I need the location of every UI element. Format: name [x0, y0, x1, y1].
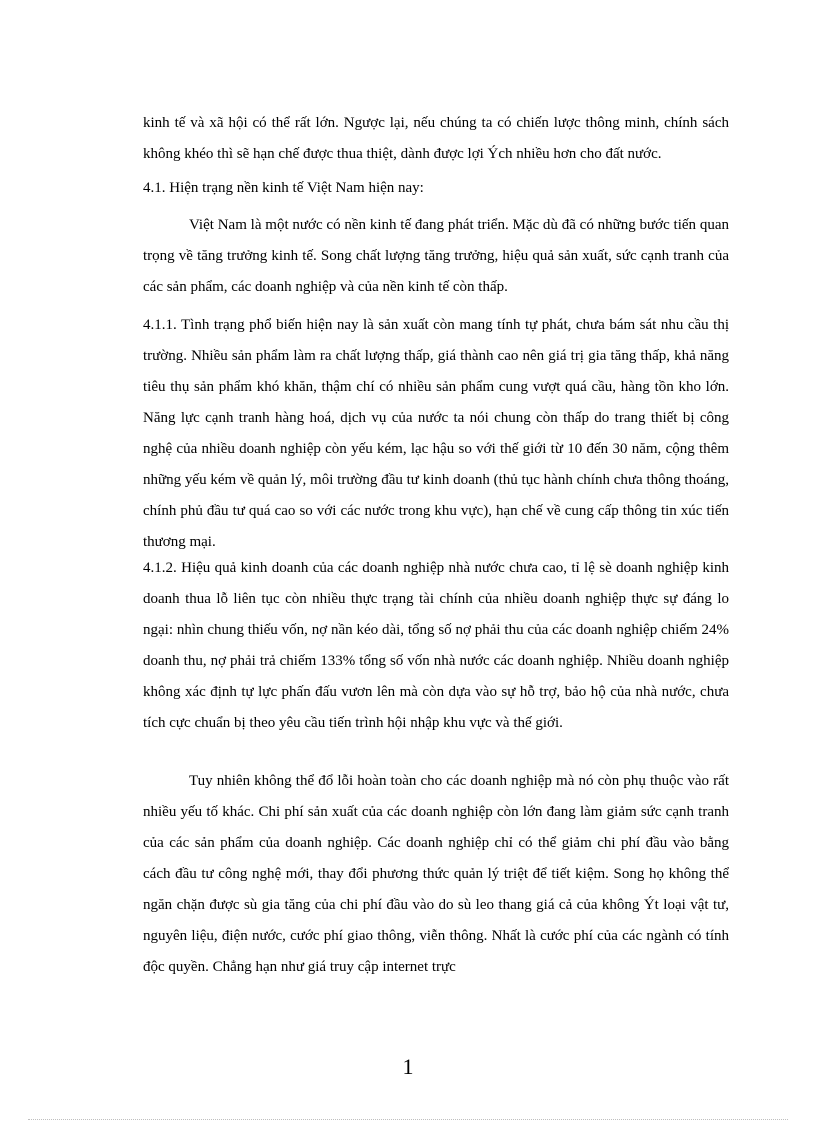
paragraph-intro-continuation: kinh tế và xã hội có thể rất lớn. Ngược lại, nếu chúng ta có chiến lược thông minh, chính sách không khéo thì sẽ hạn chế được thua thiệt, dành được lợi Ých nhiều hơn cho đất nước. — [143, 115, 729, 162]
paragraph-production-costs: Tuy nhiên không thể đổ lỗi hoàn toàn cho các doanh nghiệp mà nó còn phụ thuộc vào rất nhiều yếu tố khác. Chi phí sản xuất của các doanh nghiệp còn lớn đang làm giảm sức cạnh tranh của các sản phẩm của doanh nghiệp. Các doanh nghiệp chỉ có thể giảm chi phí đầu vào bằng cách đầu tư công nghệ mới, thay đổi phương thức quản lý triệt để tiết kiệm. Song họ không thể ngăn chặn được sù gia tăng của chi phí đầu vào do sù leo thang giá cả của không Ýt loại vật tư, nguyên liệu, điện nước, cước phí giao thông, viễn thông. Nhất là cước phí của các ngành có tính độc quyền. Chẳng hạn như giá truy cập internet trực — [143, 773, 729, 975]
paragraph-vietnam-economy: Việt Nam là một nước có nền kinh tế đang phát triển. Mặc dù đã có những bước tiến quan trọng về tăng trưởng kinh tế. Song chất lượng tăng trưởng, hiệu quả sản xuất, sức cạnh tranh của các sản phẩm, các doanh nghiệp và của nền kinh tế còn thấp. — [143, 217, 729, 295]
paragraph-4-1-2: 4.1.2. Hiệu quả kinh doanh của các doanh nghiệp nhà nước chưa cao, tỉ lệ sè doanh nghiệp kinh doanh thua lỗ liên tục còn nhiều thực trạng tài chính của nhiều doanh nghiệp thực sự đáng lo ngại: nhìn chung thiếu vốn, nợ nần kéo dài, tổng số nợ phải thu của các doanh nghiệp chiếm 24% doanh thu, nợ phải trả chiếm 133% tổng số vốn nhà nước các doanh nghiệp. Nhiều doanh nghiệp không xác định tự lực phấn đấu vươn lên mà còn dựa vào sự hỗ trợ, bảo hộ của nhà nước, chưa tích cực chuẩn bị theo yêu cầu tiến trình hội nhập khu vực và thế giới. — [143, 560, 729, 731]
paragraph-4-1-1: 4.1.1. Tình trạng phổ biến hiện nay là sản xuất còn mang tính tự phát, chưa bám sát nhu cầu thị trường. Nhiều sản phẩm làm ra chất lượng thấp, giá thành cao nên giá trị gia tăng thấp, khả năng tiêu thụ sản phẩm khó khăn, thậm chí có nhiều sản phẩm cung vượt quá cầu, hàng tồn kho lớn. Năng lực cạnh tranh hàng hoá, dịch vụ của nước ta nói chung còn thấp do trang thiết bị công nghệ của nhiều doanh nghiệp còn yếu kém, lạc hậu so với thế giới từ 10 đến 30 năm, cộng thêm những yếu kém về quản lý, môi trường đầu tư kinh doanh (thủ tục hành chính chưa thông thoáng, chính phủ đầu tư quá cao so với các nước trong khu vực), hạn chế về cung cấp thông tin xúc tiến thương mại. — [143, 317, 729, 550]
page-bottom-divider — [28, 1119, 788, 1120]
page-number: 1 — [402, 1054, 414, 1079]
section-heading-4-1: 4.1. Hiện trạng nền kinh tế Việt Nam hiện nay: — [143, 180, 424, 196]
